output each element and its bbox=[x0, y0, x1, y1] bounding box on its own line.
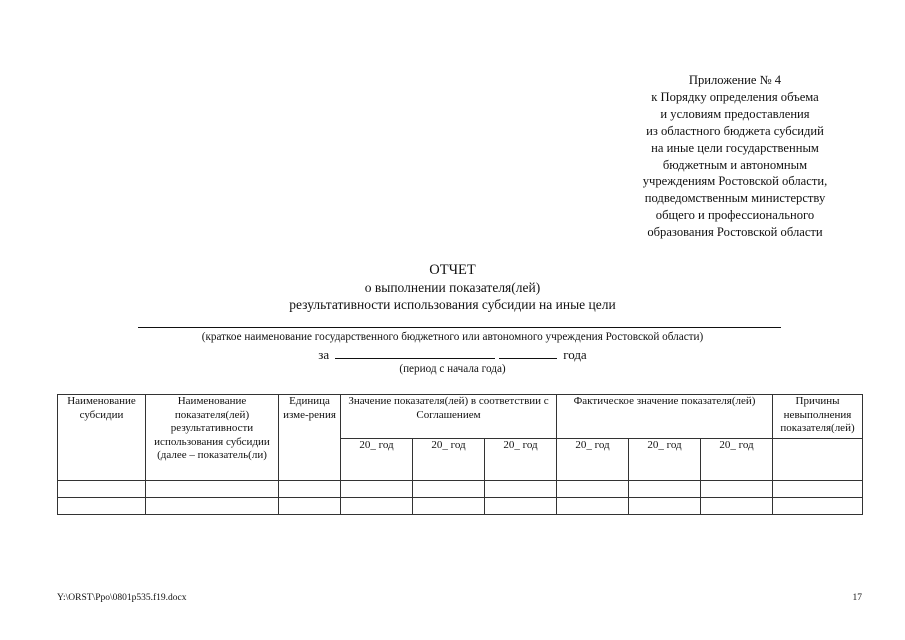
appendix-line: общего и профессионального bbox=[655, 208, 815, 223]
header-indicator-name: Наименование показателя(лей) результативности использования субсидии (далее – показатель(ли) bbox=[146, 395, 279, 481]
appendix-line: к Порядку определения объема bbox=[651, 89, 819, 104]
period-caption: (период с начала года) bbox=[399, 363, 506, 375]
table-cell[interactable] bbox=[773, 498, 863, 515]
period-row bbox=[0, 346, 905, 363]
table-cell[interactable] bbox=[146, 481, 279, 498]
table-header-row bbox=[58, 395, 863, 439]
table-cell[interactable] bbox=[146, 498, 279, 515]
actual-year-1: 20_ год bbox=[557, 439, 629, 481]
actual-year-3: 20_ год bbox=[701, 439, 773, 481]
header-actual-value: Фактическое значение показателя(лей) bbox=[557, 395, 773, 439]
period-prefix: за bbox=[318, 347, 330, 362]
appendix-line: и условиям предоставления bbox=[660, 106, 810, 121]
table-cell[interactable] bbox=[557, 498, 629, 515]
table-cell[interactable] bbox=[58, 498, 146, 515]
appendix-line: подведомственным министерству bbox=[644, 191, 826, 206]
footer-page-number: 17 bbox=[852, 593, 862, 603]
header-planned-value: Значение показателя(лей) в соответствии с Соглашением bbox=[341, 395, 557, 439]
table-cell[interactable] bbox=[773, 481, 863, 498]
table-cell[interactable] bbox=[701, 498, 773, 515]
organization-caption: (краткое наименование государственного бюджетного или автономного учреждения Ростовской области) bbox=[201, 331, 704, 343]
organization-name-line bbox=[138, 327, 781, 328]
table-cell[interactable] bbox=[413, 498, 485, 515]
planned-year-3: 20_ год bbox=[485, 439, 557, 481]
table-cell[interactable] bbox=[413, 481, 485, 498]
period-blank-1 bbox=[335, 346, 495, 359]
table-cell[interactable] bbox=[629, 481, 701, 498]
table-cell[interactable] bbox=[485, 498, 557, 515]
table-cell[interactable] bbox=[557, 481, 629, 498]
planned-year-1: 20_ год bbox=[341, 439, 413, 481]
table-cell[interactable] bbox=[629, 498, 701, 515]
header-reasons: Причины невыполнения показателя(лей) bbox=[773, 395, 863, 439]
appendix-line: на иные цели государственным bbox=[651, 140, 819, 155]
appendix-line: Приложение № 4 bbox=[688, 73, 782, 87]
appendix-block bbox=[600, 72, 870, 241]
header-unit: Единица изме-рения bbox=[279, 395, 341, 481]
table-cell[interactable] bbox=[341, 481, 413, 498]
table-cell[interactable] bbox=[279, 481, 341, 498]
reasons-empty-cell bbox=[773, 439, 863, 481]
report-subtitle-line2: результативности использования субсидии на иные цели bbox=[289, 297, 616, 312]
planned-year-2: 20_ год bbox=[413, 439, 485, 481]
table-row bbox=[58, 498, 863, 515]
appendix-line: образования Ростовской области bbox=[647, 225, 823, 240]
table-row bbox=[58, 481, 863, 498]
table-cell[interactable] bbox=[58, 481, 146, 498]
actual-year-2: 20_ год bbox=[629, 439, 701, 481]
report-subtitle-line1: о выполнении показателя(лей) bbox=[364, 280, 541, 295]
period-blank-2 bbox=[499, 346, 557, 359]
appendix-line: из областного бюджета субсидий bbox=[646, 123, 824, 138]
appendix-line: учреждениям Ростовской области, bbox=[642, 174, 828, 189]
appendix-line: бюджетным и автономным bbox=[662, 157, 808, 172]
report-title: ОТЧЕТ bbox=[429, 262, 476, 278]
table-cell[interactable] bbox=[279, 498, 341, 515]
table-cell[interactable] bbox=[701, 481, 773, 498]
header-subsidy-name: Наименование субсидии bbox=[58, 395, 146, 481]
table-cell[interactable] bbox=[341, 498, 413, 515]
period-suffix: года bbox=[563, 347, 587, 362]
footer-file-path: Y:\ORST\Ppo\0801p535.f19.docx bbox=[57, 593, 187, 603]
report-table bbox=[57, 394, 863, 515]
table-cell[interactable] bbox=[485, 481, 557, 498]
